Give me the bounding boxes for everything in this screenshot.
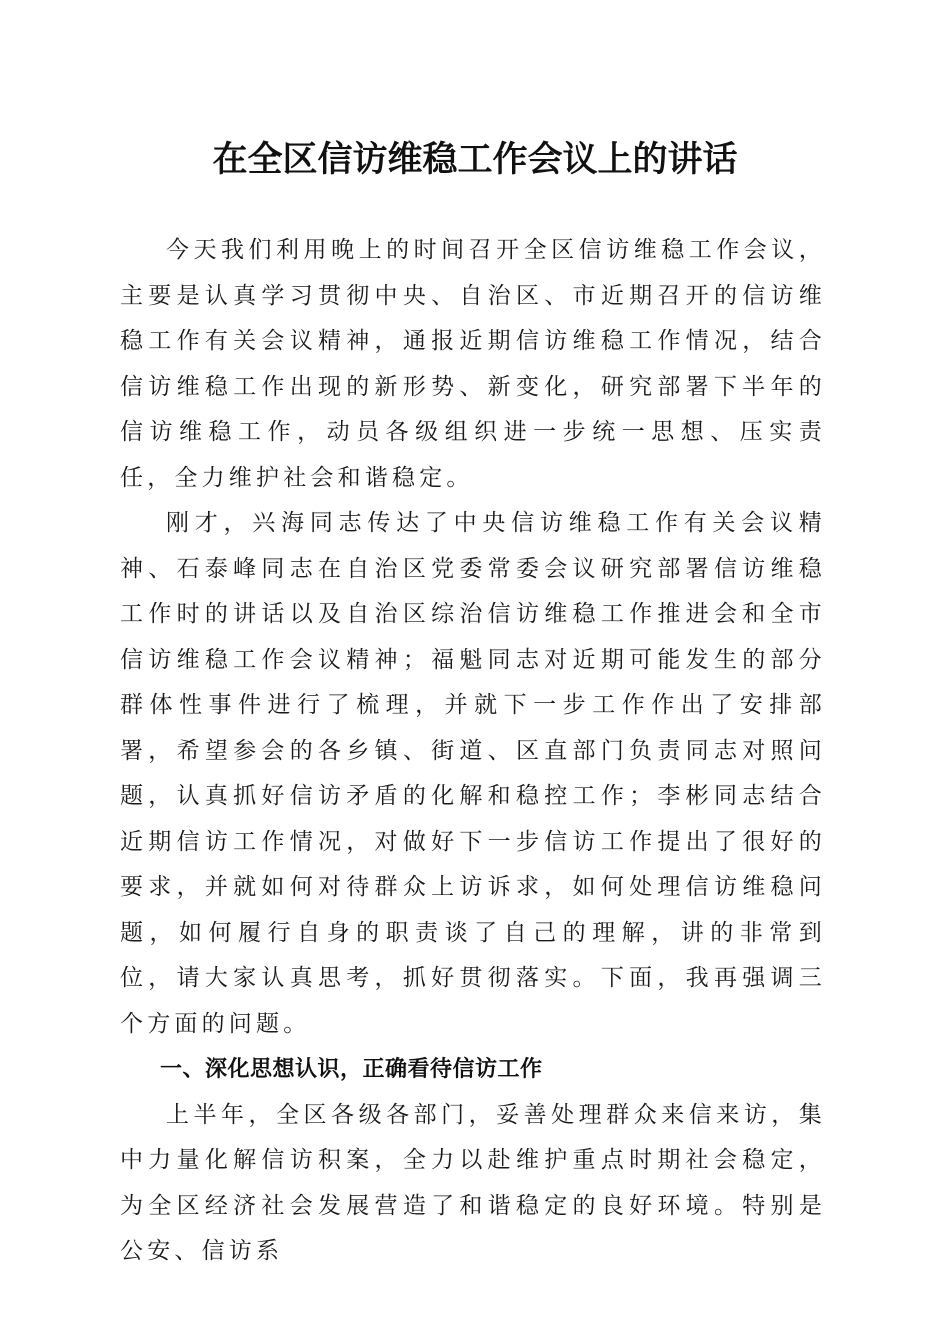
paragraph-intro: 今天我们利用晚上的时间召开全区信访维稳工作会议，主要是认真学习贯彻中央、自治区、市近期召开的信访维稳工作有关会议精神，通报近期信访维稳工作情况，结合信访维稳工作出现的新形势、新变化，研究部署下半年的信访维稳工作，动员各级组织进一步统一思想、压实责任，全力维护社会和谐稳定。 xyxy=(120,237,826,491)
document-title: 在全区信访维稳工作会议上的讲话 xyxy=(212,139,738,180)
document-body xyxy=(120,228,826,1275)
paragraph-section-1: 上半年，全区各级各部门，妥善处理群众来信来访，集中力量化解信访积案，全力以赴维护重点时期社会稳定，为全区经济社会发展营造了和谐稳定的良好环境。特别是公安、信访系 xyxy=(120,1101,826,1264)
paragraph-review: 刚才，兴海同志传达了中央信访维稳工作有关会议精神、石泰峰同志在自治区党委常委会议研究部署信访维稳工作时的讲话以及自治区综治信访维稳工作推进会和全市信访维稳工作会议精神；福魁同志对近期可能发生的部分群体性事件进行了梳理，并就下一步工作作出了安排部署，希望参会的各乡镇、街道、区直部门负责同志对照问题，认真抓好信访矛盾的化解和稳控工作；李彬同志结合近期信访工作情况，对做好下一步信访工作提出了很好的要求，并就如何对待群众上访诉求，如何处理信访维稳问题，如何履行自身的职责谈了自己的理解，讲的非常到位，请大家认真思考，抓好贯彻落实。下面，我再强调三个方面的问题。 xyxy=(120,510,826,1037)
section-heading-1: 一、深化思想认识，正确看待信访工作 xyxy=(160,1057,543,1082)
